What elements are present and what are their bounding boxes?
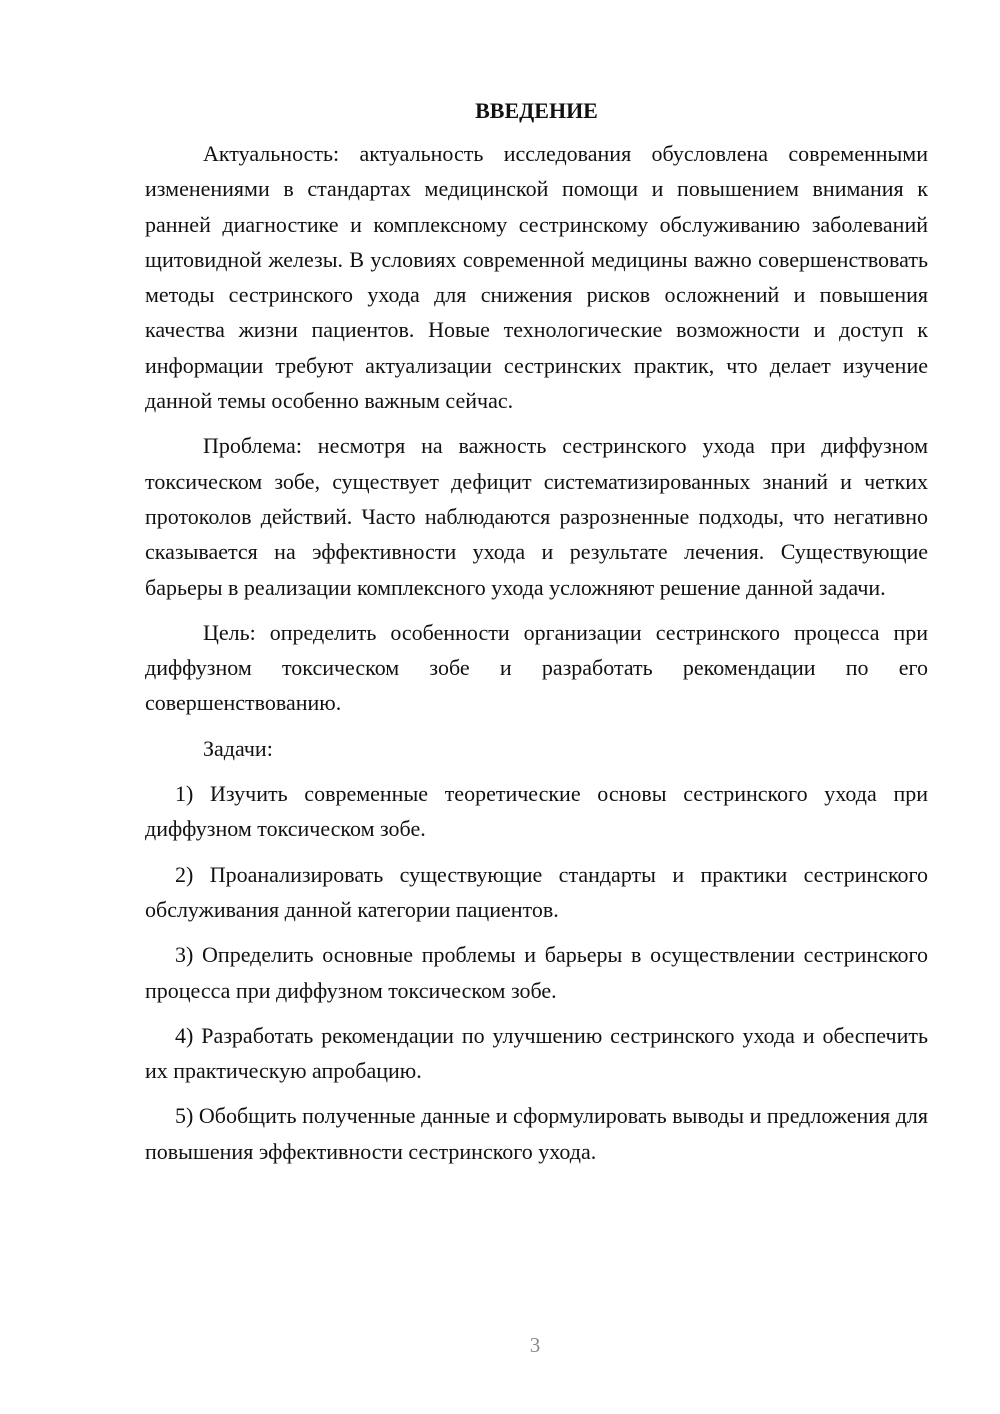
paragraph-goal: Цель: определить особенности организации сестринского процесса при диффузном токсическом зобе и разработать рекомендации по его совершенствованию.	[145, 619, 928, 716]
section-heading: ВВЕДЕНИЕ	[475, 98, 598, 123]
tasks-label: Задачи:	[203, 735, 273, 761]
task-item-4: 4) Разработать рекомендации по улучшению сестринского ухода и обеспечить их практическую апробацию.	[145, 1022, 928, 1084]
task-item-2: 2) Проанализировать существующие стандарты и практики сестринского обслуживания данной категории пациентов.	[145, 861, 928, 922]
page-number: 3	[529, 1333, 541, 1357]
task-item-1: 1) Изучить современные теоретические основы сестринского ухода при диффузном токсическом зобе.	[145, 781, 928, 842]
task-item-3: 3) Определить основные проблемы и барьеры в осуществлении сестринского процесса при диффузном токсическом зобе.	[145, 942, 928, 1003]
task-item-5: 5) Обобщить полученные данные и сформулировать выводы и предложения для повышения эффективности сестринского ухода.	[145, 1103, 928, 1164]
paragraph-problem: Проблема: несмотря на важность сестринского ухода при диффузном токсическом зобе, существует дефицит систематизированных знаний и четких протоколов действий. Часто наблюдаются разрозненные подходы, что негативно сказывается на эффективности ухода и результате лечения. Существующие барьеры в реализации комплексного ухода усложняют решение данной задачи.	[145, 433, 928, 600]
document-body	[145, 96, 928, 1179]
paragraph-relevance: Актуальность: актуальность исследования обусловлена современными изменениями в стандартах медицинской помощи и повышением внимания к ранней диагностике и комплексному сестринскому обслуживанию заболеваний щитовидной железы. В условиях современной медицины важно совершенствовать методы сестринского ухода для снижения рисков осложнений и повышения качества жизни пациентов. Новые технологические возможности и доступ к информации требуют актуализации сестринских практик, что делает изучение данной темы особенно важным сейчас.	[145, 141, 928, 414]
